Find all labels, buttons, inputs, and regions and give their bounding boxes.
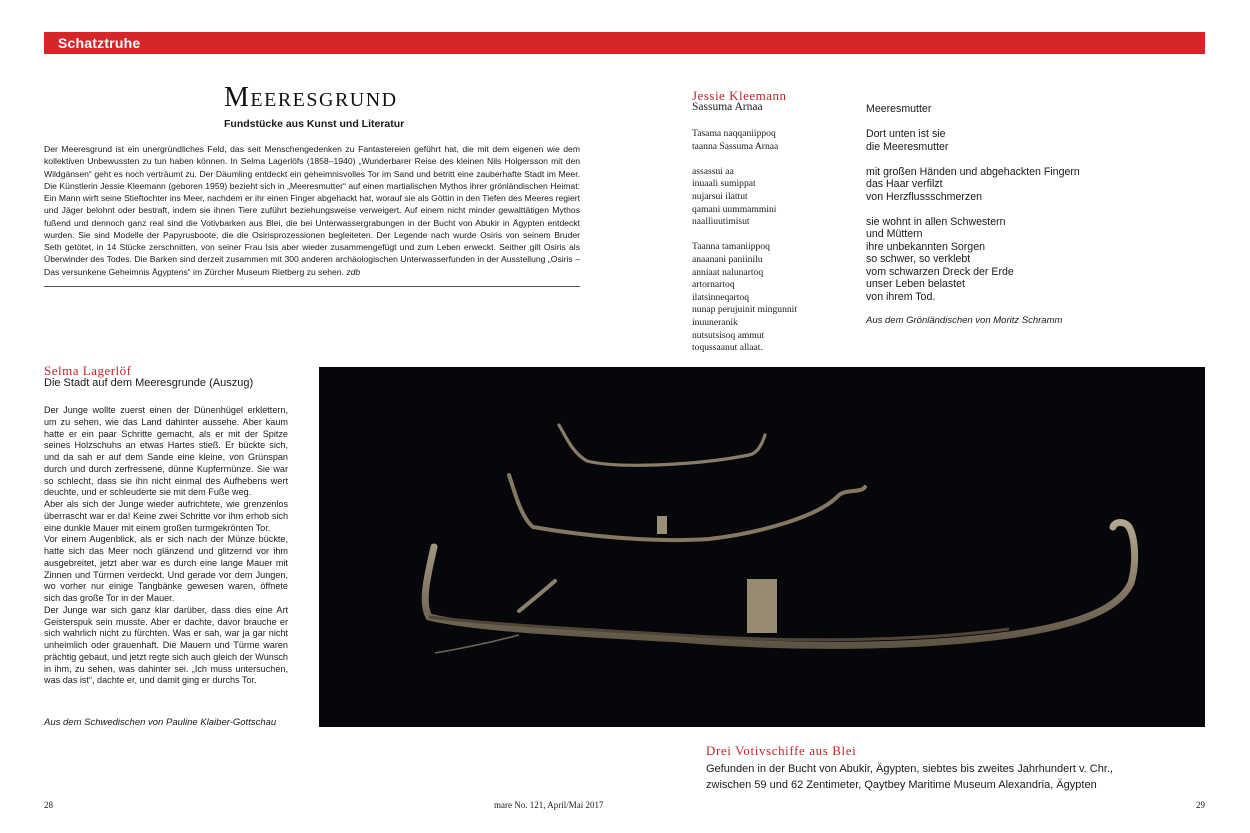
story-credit: Aus dem Schwedischen von Pauline Klaiber-Gottschau xyxy=(44,717,277,728)
poem-line: inuuneranik xyxy=(692,316,738,328)
poem-line: assassui aa xyxy=(692,165,734,177)
caption-line: zwischen 59 und 62 Zentimeter, Qaytbey Maritime Museum Alexandria, Ägypten xyxy=(706,779,1097,791)
poem-line: die Meeresmutter xyxy=(866,140,949,153)
story-title: Die Stadt auf dem Meeresgrunde (Auszug) xyxy=(44,377,254,389)
poem-line: so schwer, so verklebt xyxy=(866,253,971,265)
article-title: Meeresgrund xyxy=(224,82,398,113)
translation-credit: Aus dem Grönländischen von Moritz Schramm xyxy=(866,315,1063,326)
small-boat xyxy=(559,425,765,465)
divider xyxy=(44,286,580,287)
poem-title: Sassuma Arnaa xyxy=(692,101,763,113)
votive-boats-illustration xyxy=(319,367,1205,727)
caption-title: Drei Votivschiffe aus Blei xyxy=(706,743,857,758)
medium-boat xyxy=(509,475,865,540)
poem-line: von Herzflussschmerzen xyxy=(866,190,982,203)
poem-line: mit großen Händen und abgehackten Fingern xyxy=(866,165,1080,178)
poem-line: artornartoq xyxy=(692,279,735,291)
page-number-right: 29 xyxy=(1196,800,1205,810)
poem-line: ilatsinneqartoq xyxy=(692,291,750,303)
story-paragraph: Der Junge wollte zuerst einen der Dünenhügel erklettern, um zu sehen, wie das Land dahinter aussehe. Aber kaum hatte er ein paar Schritte gemacht, als er mit der Spitze seines Holzschuhs an etwas Hartes stieß. Er bückte sich, und da sah er auf dem Sande eine kleine, von Grünspan durch und durch zerfressene, dünne Kupfermünze. Sie war so schlecht, dass sie ihn nicht einmal des Aufhebens wert deuchte, und er schleuderte sie mit dem Fuße weg. xyxy=(44,405,288,498)
poem-line: qamani uummammini xyxy=(692,203,777,215)
story-paragraph: Vor einem Augenblick, als er sich nach der Münze bückte, hatte sich das Meer noch glänzend und glitzernd vor ihm ausgebreitet, jetzt aber war es durch eine lange Mauer mit Zinnen und Türmen verdeckt. Und gerade vor dem Jungen, wo vorher nur einige Tangbänke gewesen waren, öffnete sich das große Tor in der Mauer. xyxy=(44,534,288,603)
poem-line: anaanani paniinilu xyxy=(692,253,763,265)
poem-line: Dort unten ist sie xyxy=(866,128,946,140)
poem-line: das Haar verfilzt xyxy=(866,178,943,190)
votive-boats-photo xyxy=(319,367,1205,727)
page-number-left: 28 xyxy=(44,800,53,810)
poem-line: naalliuutimisut xyxy=(692,216,750,228)
intro-signature: zdb xyxy=(346,266,361,277)
section-label: Schatztruhe xyxy=(58,35,141,51)
poem-line: nunap perujuinit mingunnit xyxy=(692,304,797,316)
intro-text xyxy=(44,143,580,278)
story-paragraph: Der Junge war sich ganz klar darüber, dass dies eine Art Geisterspuk sein musste. Aber er dachte, davor brauche er sich wahrlich nicht zu fürchten. Was er sah, war ja gar nicht unheimlich oder grauenhaft. Die Mauern und Türme waren prächtig gebaut, und jetzt regte sich auch gleich der Wunsch in ihm, zu sehen, was dahinter sei. „Ich muss untersuchen, was das ist“, dachte er, und damit ging er durchs Tor. xyxy=(44,604,288,686)
poem-translation xyxy=(866,103,1080,328)
section-bar xyxy=(44,32,1205,54)
poem-line: sie wohnt in allen Schwestern xyxy=(866,215,1006,228)
poem-line: vom schwarzen Dreck der Erde xyxy=(866,265,1014,278)
intro-body: Der Meeresgrund ist ein unergründliches Feld, das seit Menschengedenken zu Fantastereien geführt hat, die mit dem eigenen wie dem kollektiven Unbewussten zu tun haben können. In Selma Lagerlöfs (1858–1940) „Wunderbarer Reise des kleinen Nils Holgersson mit den Wildgänsen“ geht es noch verträumt zu. Der Däumling entdeckt ein geheimnisvolles Tor im Sand und betritt eine zauberhafte Stadt im Meer. Die Künstlerin Jessie Kleemann (geboren 1959) bezieht sich in „Meeresmutter“ auf einen martialischen Mythos ihrer grönländischen Heimat: Ein Mann wirft seine Stieftochter ins Meer, nachdem er ihr einen Finger abgehackt hat, worauf sie als Göttin in den Tiefen des Meeres regiert und Jäger belohnt oder bestraft, indem sie ihnen Tiere zuführt beziehungsweise verweigert. Auf einem nicht minder gewalttätigen Mythos fußend und dennoch ganz real sind die Votivbarken aus Blei, die bei Unterwassergrabungen in der Bucht von Abukir in Ägypten entdeckt wurden. Sie sind Modelle der Papyrusboote, die die Osirisprozessionen begleiteten. Der Legende nach wurde Osiris von seinem Bruder Seth getötet, in 14 Stücke zerschnitten, von seiner Frau Isis aber wieder zusammengefügt und zum Leben erweckt. Seither gilt Osiris als Überwinder des Todes. Die Barken sind derzeit zusammen mit 300 anderen archäologischen Unterwasserfunden in der Ausstellung „Osiris – Das versunkene Geheimnis Ägyptens“ im Zürcher Museum Rietberg zu sehen. xyxy=(44,144,580,277)
caption-text xyxy=(706,761,1113,793)
poem-line: ihre unbekannten Sorgen xyxy=(866,240,985,253)
poem-line: Taanna tamaniippoq xyxy=(692,241,770,253)
story-paragraph: Aber als sich der Junge wieder aufrichtete, wie grenzenlos überrascht war er da! Keine zwei Schritte vor ihm erhob sich eine dunkle Mauer mit einem großen turmgekrönten Tor. xyxy=(44,499,288,533)
caption-line: Gefunden in der Bucht von Abukir, Ägypten, siebtes bis zweites Jahrhundert v. Chr., xyxy=(706,763,1114,775)
story-text xyxy=(44,405,288,687)
poem-line: nujarsui ilattut xyxy=(692,190,748,202)
poem-line: von ihrem Tod. xyxy=(866,290,936,303)
large-boat xyxy=(425,523,1134,654)
translation-title: Meeresmutter xyxy=(866,103,932,115)
poem-line: nutsutsisoq ammut xyxy=(692,329,765,341)
poem-line: unser Leben belastet xyxy=(866,278,965,290)
poem-line: und Müttern xyxy=(866,228,923,240)
poem-line: toqussaanut allaat. xyxy=(692,342,763,354)
story-author: Selma Lagerlöf xyxy=(44,363,132,378)
poem-line: anniaat nalunartoq xyxy=(692,266,764,278)
poem-line: taanna Sassuma Arnaa xyxy=(692,140,779,152)
poem-line: Tasama naqqaniippoq xyxy=(692,128,776,139)
issue-info: mare No. 121, April/Mai 2017 xyxy=(494,800,604,810)
poem-original xyxy=(692,128,797,355)
poem-line: inuaali sumippat xyxy=(692,178,756,190)
poem-author: Jessie Kleemann xyxy=(692,88,787,103)
article-subtitle: Fundstücke aus Kunst und Literatur xyxy=(224,118,405,130)
